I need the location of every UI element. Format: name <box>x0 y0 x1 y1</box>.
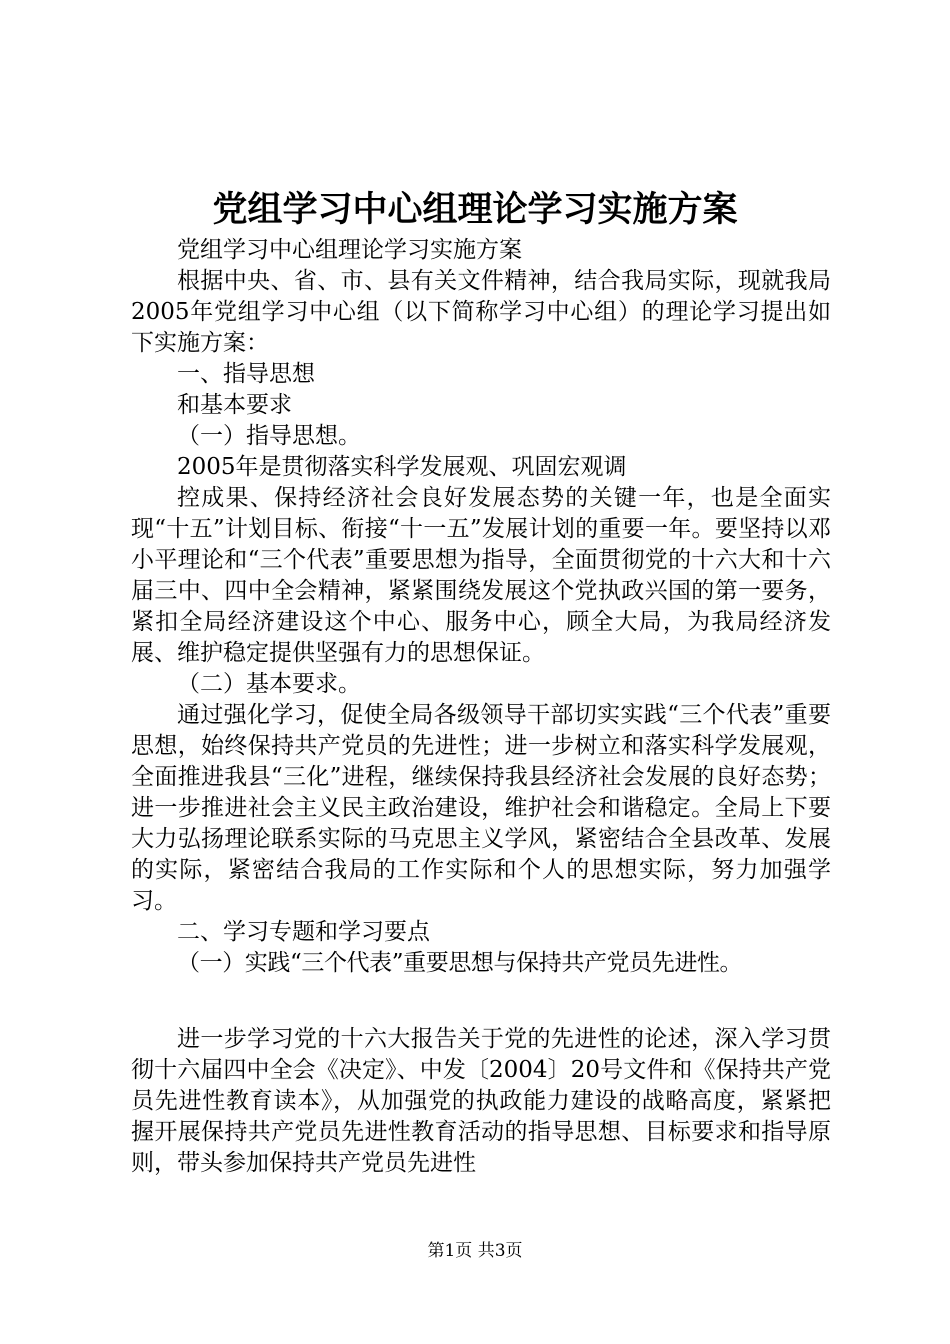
subheading-guiding-thought: （一）指导思想。 <box>177 423 361 449</box>
paragraph-gap <box>131 979 831 1024</box>
paragraph-basic-requirements-body: 通过强化学习，促使全局各级领导干部切实实践“三个代表”重要思想，始终保持共产党员的先进性；进一步树立和落实科学发展观，全面推进我县“三化”进程，继续保持我县经济社会发展的良好态势；进一步推进社会主义民主政治建设，维护社会和谐稳定。全局上下要大力弘扬理论联系实际的马克思主义学风，紧密结合全县改革、发展的实际，紧密结合我局的工作实际和个人的思想实际，努力加强学习。 <box>131 702 831 914</box>
paragraph-subtitle: 党组学习中心组理论学习实施方案 <box>177 237 522 263</box>
paragraph-2005-start: 2005年是贯彻落实科学发展观、巩固宏观调 <box>177 454 627 480</box>
document-body <box>131 235 831 1179</box>
subheading-basic-requirements: （二）基本要求。 <box>177 671 361 697</box>
page-footer: 第1页 共3页 <box>427 1241 523 1261</box>
paragraph-guiding-thought-body: 控成果、保持经济社会良好发展态势的关键一年，也是全面实现“十五”计划目标、衔接“十一五”发展计划的重要一年。要坚持以邓小平理论和“三个代表”重要思想为指导，全面贯彻党的十六大和十六届三中、四中全会精神，紧紧围绕发展这个党执政兴国的第一要务，紧扣全局经济建设这个中心、服务中心，顾全大局，为我局经济发展、维护稳定提供坚强有力的思想保证。 <box>131 485 831 666</box>
heading-basic-requirements: 和基本要求 <box>177 392 292 418</box>
paragraph-intro: 根据中央、省、市、县有关文件精神，结合我局实际，现就我局2005年党组学习中心组（以下简称学习中心组）的理论学习提出如下实施方案： <box>131 268 831 356</box>
document-title: 党组学习中心组理论学习实施方案 <box>212 189 738 230</box>
paragraph-further-study: 进一步学习党的十六大报告关于党的先进性的论述，深入学习贯彻十六届四中全会《决定》、中发〔2004〕20号文件和《保持共产党员先进性教育读本》，从加强党的执政能力建设的战略高度，紧紧把握开展保持共产党员先进性教育活动的指导思想、目标要求和指导原则，带头参加保持共产党员先进性 <box>131 1026 831 1176</box>
subheading-three-represents: （一）实践“三个代表”重要思想与保持共产党员先进性。 <box>177 950 743 976</box>
heading-guiding-thought: 一、指导思想 <box>177 361 315 387</box>
heading-study-topics: 二、学习专题和学习要点 <box>177 919 430 945</box>
